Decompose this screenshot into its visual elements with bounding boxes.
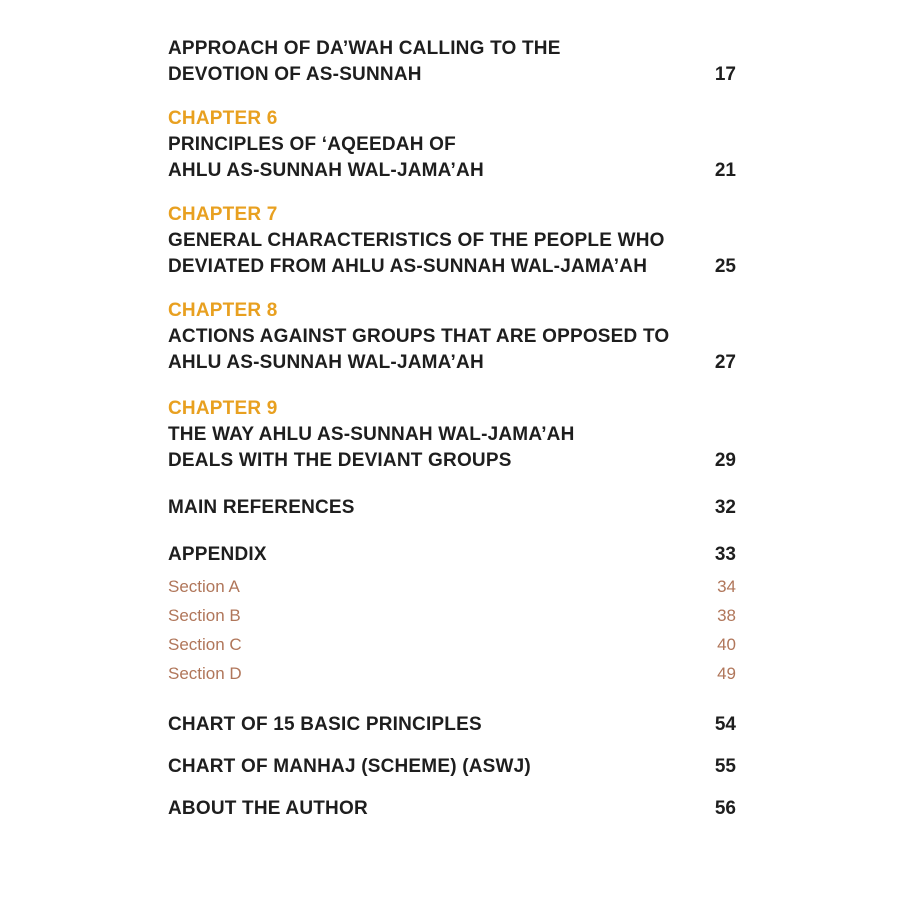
toc-entry-title-line: GENERAL CHARACTERISTICS OF THE PEOPLE WHO [168,230,665,251]
toc-entry-title-line: AHLU AS-SUNNAH WAL-JAMA’AH [168,160,484,181]
toc-entry-main-references[interactable] [168,495,736,521]
section-label: Section A [168,577,240,596]
toc-page-number: 55 [714,756,736,777]
toc-page-number: 25 [714,256,736,277]
toc-entry-title-line: CHART OF MANHAJ (SCHEME) (ASWJ) [168,756,531,777]
appendix-section-a[interactable] [168,572,736,601]
section-page-number: 40 [717,635,736,654]
chapter-label: CHAPTER 6 [168,108,278,129]
toc-entry-about-the-author[interactable] [168,796,736,822]
toc-entry-approach-of-dawah[interactable] [168,36,736,88]
toc-page-number: 32 [714,497,736,518]
toc-entry-title-line: ABOUT THE AUTHOR [168,798,368,819]
toc-entry-title-line: AHLU AS-SUNNAH WAL-JAMA’AH [168,352,484,373]
toc-entry-chart-of-manhaj[interactable] [168,754,736,780]
toc-page-number: 27 [714,352,736,373]
toc-entry-title-line: APPROACH OF DA’WAH CALLING TO THE [168,38,561,59]
appendix-section-c[interactable] [168,630,736,659]
section-page-number: 38 [717,606,736,625]
toc-entry-title-line: THE WAY AHLU AS-SUNNAH WAL-JAMA’AH [168,424,575,445]
appendix-section-d[interactable] [168,659,736,688]
toc-page-number: 17 [714,64,736,85]
chapter-label: CHAPTER 7 [168,204,278,225]
toc-page-number: 33 [714,544,736,565]
toc-entry-appendix[interactable] [168,542,736,568]
toc-entry-chapter-7[interactable] [168,202,736,280]
chapter-label: CHAPTER 8 [168,300,278,321]
toc-entry-chapter-6[interactable] [168,106,736,184]
section-label: Section D [168,664,242,683]
toc-page-number: 54 [714,714,736,735]
section-label: Section B [168,606,241,625]
toc-entry-title-line: ACTIONS AGAINST GROUPS THAT ARE OPPOSED TO [168,326,670,347]
toc-entry-title-line: PRINCIPLES OF ‘AQEEDAH OF [168,134,456,155]
toc-entry-title-line: DEVIATED FROM AHLU AS-SUNNAH WAL-JAMA’AH [168,256,648,277]
toc-entry-chapter-9[interactable] [168,396,736,474]
appendix-section-list [168,572,736,688]
toc-page-number: 29 [714,450,736,471]
toc-entry-chapter-8[interactable] [168,298,736,376]
toc-entry-title-line: DEVOTION OF AS-SUNNAH [168,64,422,85]
chapter-label: CHAPTER 9 [168,398,278,419]
section-page-number: 49 [717,664,736,683]
toc-page-number: 56 [714,798,736,819]
toc-entry-title-line: APPENDIX [168,544,267,565]
toc-entry-title-line: MAIN REFERENCES [168,497,355,518]
toc-entry-title-line: CHART OF 15 BASIC PRINCIPLES [168,714,482,735]
toc-entry-chart-of-principles[interactable] [168,712,736,738]
toc-page-number: 21 [714,160,736,181]
section-label: Section C [168,635,242,654]
toc-entry-title-line: DEALS WITH THE DEVIANT GROUPS [168,450,512,471]
appendix-section-b[interactable] [168,601,736,630]
section-page-number: 34 [717,577,736,596]
